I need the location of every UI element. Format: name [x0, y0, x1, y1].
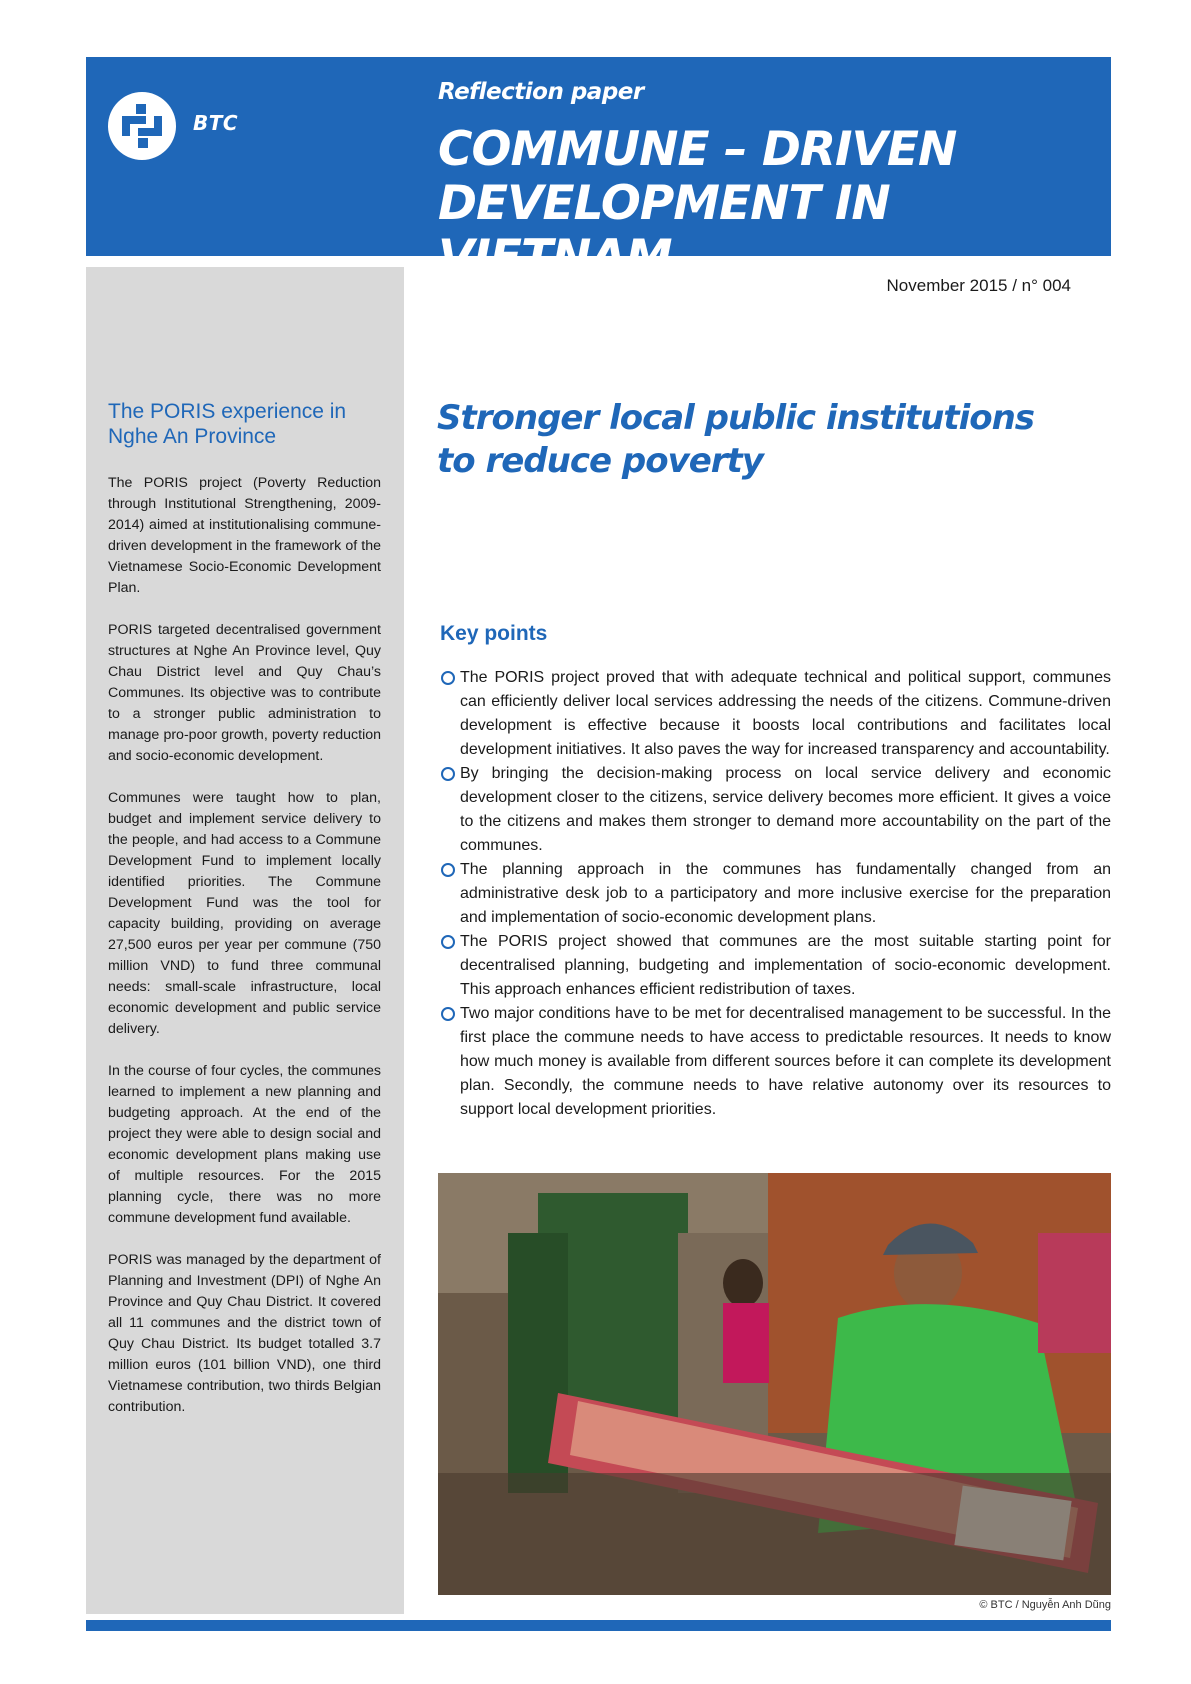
bullet-circle-icon	[441, 863, 455, 877]
key-point-text: Two major conditions have to be met for decentralised management to be successful. In the first place the commune needs to have access to predictable resources. It needs to know how much money is available from different sources before it can complete its development plan. Secondly, the commune needs to have relative autonomy over its resources to support local development priorities.	[460, 1005, 1111, 1118]
bullet-circle-icon	[441, 671, 455, 685]
photo-credit: © BTC / Nguyễn Anh Dũng	[979, 1599, 1111, 1611]
sidebar	[86, 267, 404, 1614]
sidebar-paragraph: In the course of four cycles, the communes learned to implement a new planning and budgeting approach. At the end of the project they were able to design social and economic development plans making use of multiple resources. For the 2015 planning cycle, there was no more commune development fund available.	[108, 1063, 381, 1226]
sidebar-paragraph: PORIS was managed by the department of Planning and Investment (DPI) of Nghe An Province and Quy Chau District. It covered all 11 communes and the district town of Quy Chau District. Its budget totalled 3.7 million euros (101 billion VND), one third Vietnamese contribution, two thirds Belgian contribution.	[108, 1252, 381, 1415]
subtitle: Stronger local public institutions to reduce poverty	[437, 398, 1035, 481]
page-title: COMMUNE – DRIVEN DEVELOPMENT IN VIETNAM	[438, 122, 957, 285]
key-point-text: The planning approach in the communes has fundamentally changed from an administrative desk job to a participatory and more inclusive exercise for the preparation and implementation of socio-economic development plans.	[460, 861, 1111, 926]
sidebar-body	[108, 473, 381, 1439]
sidebar-title: The PORIS experience in Nghe An Province	[108, 400, 347, 448]
sidebar-paragraph: The PORIS project (Poverty Reduction through Institutional Strengthening, 2009-2014) aimed at institutionalising commune-driven development in the framework of the Vietnamese Socio-Economic Development Plan.	[108, 475, 381, 596]
workshop-photo	[438, 1173, 1111, 1595]
series-label: Reflection paper	[438, 79, 644, 105]
sidebar-paragraph: Communes were taught how to plan, budget and implement service delivery to the people, and had access to a Commune Development Fund to implement locally identified priorities. The Commune Development Fund was the tool for capacity building, providing on average 27,500 euros per year per commune (750 million VND) to fund three communal needs: small-scale infrastructure, local economic development and public service delivery.	[108, 790, 381, 1037]
key-points-heading: Key points	[440, 622, 548, 645]
key-point-text: By bringing the decision-making process on local service delivery and economic development closer to the citizens, service delivery becomes more efficient. It gives a voice to the citizens and makes them stronger to demand more accountability on the part of the communes.	[460, 765, 1111, 854]
bullet-circle-icon	[441, 1007, 455, 1021]
bullet-circle-icon	[441, 767, 455, 781]
key-points-list	[441, 666, 1111, 1122]
photo-illustration	[438, 1173, 1111, 1595]
bullet-circle-icon	[441, 935, 455, 949]
key-point-item	[441, 930, 1111, 1002]
key-point-item	[441, 1002, 1111, 1122]
header-band	[86, 57, 1111, 285]
footer-bar	[86, 1620, 1111, 1631]
key-point-item	[441, 666, 1111, 762]
logo-text: BTC	[193, 111, 239, 135]
key-point-text: The PORIS project proved that with adequate technical and political support, communes can efficiently deliver local services addressing the needs of the citizens. Commune-driven development is effective because it boosts local contributions and facilitates local development initiatives. It also paves the way for increased transparency and accountability.	[460, 669, 1111, 758]
issue-date: November 2015 / n° 004	[886, 276, 1071, 295]
sidebar-paragraph: PORIS targeted decentralised government structures at Nghe An Province level, Quy Chau District level and Quy Chau’s Communes. Its objective was to contribute to a stronger public administration to manage pro-poor growth, poverty reduction and socio-economic development.	[108, 622, 381, 764]
key-point-item	[441, 858, 1111, 930]
key-point-item	[441, 762, 1111, 858]
btc-logo-icon	[106, 90, 178, 162]
key-point-text: The PORIS project showed that communes are the most suitable starting point for decentralised planning, budgeting and implementation of socio-economic development. This approach enhances efficient redistribution of taxes.	[460, 933, 1111, 998]
